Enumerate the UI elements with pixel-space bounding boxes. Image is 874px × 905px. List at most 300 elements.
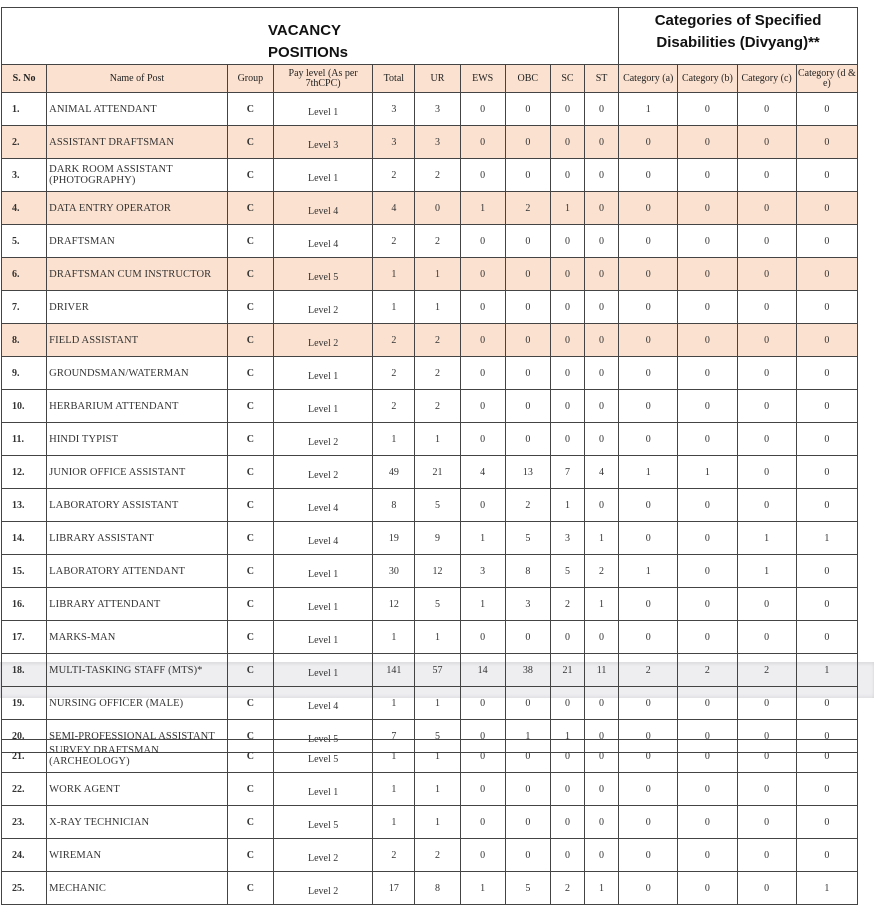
row-total: 1 bbox=[373, 806, 415, 839]
row-sc: 0 bbox=[550, 806, 584, 839]
table-row bbox=[2, 126, 858, 159]
row-pay-level: Level 1 bbox=[273, 93, 372, 126]
row-category-de: 0 bbox=[796, 192, 857, 225]
row-total: 2 bbox=[373, 839, 415, 872]
row-st: 0 bbox=[585, 93, 619, 126]
row-category-b: 0 bbox=[678, 687, 737, 720]
header-st: ST bbox=[585, 65, 619, 93]
row-serial-number: 19. bbox=[2, 687, 47, 720]
row-ur: 1 bbox=[415, 740, 460, 773]
row-category-c: 0 bbox=[737, 258, 796, 291]
row-serial-number: 15. bbox=[2, 555, 47, 588]
row-st: 0 bbox=[585, 390, 619, 423]
row-ur: 2 bbox=[415, 839, 460, 872]
table-row bbox=[2, 654, 858, 687]
row-category-de: 0 bbox=[796, 839, 857, 872]
row-category-a: 0 bbox=[619, 773, 678, 806]
row-pay-level: Level 1 bbox=[273, 357, 372, 390]
table-row bbox=[2, 390, 858, 423]
row-ews: 0 bbox=[460, 806, 505, 839]
row-ur: 1 bbox=[415, 773, 460, 806]
row-category-de: 0 bbox=[796, 126, 857, 159]
row-obc: 0 bbox=[505, 423, 550, 456]
row-st: 1 bbox=[585, 872, 619, 905]
row-group: C bbox=[227, 258, 273, 291]
row-st: 0 bbox=[585, 720, 619, 753]
row-total: 1 bbox=[373, 423, 415, 456]
table-body-page-2 bbox=[2, 740, 858, 905]
row-ews: 0 bbox=[460, 93, 505, 126]
table-row bbox=[2, 555, 858, 588]
row-group: C bbox=[227, 720, 273, 753]
row-post-name: JUNIOR OFFICE ASSISTANT bbox=[47, 456, 228, 489]
row-serial-number: 21. bbox=[2, 740, 47, 773]
row-st: 0 bbox=[585, 687, 619, 720]
row-category-c: 0 bbox=[737, 390, 796, 423]
header-obc: OBC bbox=[505, 65, 550, 93]
vacancy-table-continued bbox=[1, 739, 858, 905]
row-category-de: 0 bbox=[796, 390, 857, 423]
row-group: C bbox=[227, 324, 273, 357]
row-st: 0 bbox=[585, 423, 619, 456]
row-pay-level: Level 4 bbox=[273, 522, 372, 555]
row-sc: 1 bbox=[550, 720, 584, 753]
row-group: C bbox=[227, 621, 273, 654]
row-total: 1 bbox=[373, 291, 415, 324]
row-post-name: HERBARIUM ATTENDANT bbox=[47, 390, 228, 423]
row-category-de: 0 bbox=[796, 806, 857, 839]
row-st: 0 bbox=[585, 806, 619, 839]
row-serial-number: 16. bbox=[2, 588, 47, 621]
row-st: 0 bbox=[585, 357, 619, 390]
table-row bbox=[2, 456, 858, 489]
row-category-a: 1 bbox=[619, 555, 678, 588]
row-sc: 21 bbox=[550, 654, 584, 687]
row-total: 2 bbox=[373, 390, 415, 423]
row-post-name: DARK ROOM ASSISTANT (PHOTOGRAPHY) bbox=[47, 159, 228, 192]
row-group: C bbox=[227, 225, 273, 258]
row-serial-number: 4. bbox=[2, 192, 47, 225]
row-st: 0 bbox=[585, 489, 619, 522]
row-group: C bbox=[227, 93, 273, 126]
row-sc: 0 bbox=[550, 93, 584, 126]
row-total: 30 bbox=[373, 555, 415, 588]
row-pay-level: Level 2 bbox=[273, 872, 372, 905]
table-row bbox=[2, 839, 858, 872]
row-category-c: 0 bbox=[737, 720, 796, 753]
row-post-name: LABORATORY ATTENDANT bbox=[47, 555, 228, 588]
row-pay-level: Level 5 bbox=[273, 806, 372, 839]
row-category-c: 0 bbox=[737, 687, 796, 720]
row-ews: 1 bbox=[460, 872, 505, 905]
row-category-a: 0 bbox=[619, 192, 678, 225]
row-post-name: WORK AGENT bbox=[47, 773, 228, 806]
row-group: C bbox=[227, 773, 273, 806]
row-category-a: 0 bbox=[619, 357, 678, 390]
row-ur: 2 bbox=[415, 390, 460, 423]
row-ur: 9 bbox=[415, 522, 460, 555]
row-st: 0 bbox=[585, 621, 619, 654]
table-row bbox=[2, 687, 858, 720]
row-category-a: 0 bbox=[619, 872, 678, 905]
row-obc: 8 bbox=[505, 555, 550, 588]
table-row bbox=[2, 324, 858, 357]
row-serial-number: 6. bbox=[2, 258, 47, 291]
row-category-b: 0 bbox=[678, 390, 737, 423]
row-total: 2 bbox=[373, 357, 415, 390]
row-category-b: 0 bbox=[678, 357, 737, 390]
row-category-b: 0 bbox=[678, 93, 737, 126]
row-total: 2 bbox=[373, 159, 415, 192]
row-group: C bbox=[227, 192, 273, 225]
table-row bbox=[2, 258, 858, 291]
row-ur: 5 bbox=[415, 720, 460, 753]
row-ews: 0 bbox=[460, 291, 505, 324]
row-category-c: 0 bbox=[737, 93, 796, 126]
row-category-c: 0 bbox=[737, 126, 796, 159]
row-obc: 0 bbox=[505, 687, 550, 720]
row-category-de: 0 bbox=[796, 258, 857, 291]
table-row bbox=[2, 489, 858, 522]
row-sc: 0 bbox=[550, 258, 584, 291]
row-obc: 1 bbox=[505, 720, 550, 753]
table-row bbox=[2, 522, 858, 555]
table-row bbox=[2, 806, 858, 839]
row-category-de: 0 bbox=[796, 489, 857, 522]
row-category-c: 0 bbox=[737, 357, 796, 390]
row-post-name: GROUNDSMAN/WATERMAN bbox=[47, 357, 228, 390]
row-obc: 0 bbox=[505, 740, 550, 773]
row-sc: 0 bbox=[550, 687, 584, 720]
row-total: 1 bbox=[373, 740, 415, 773]
row-pay-level: Level 2 bbox=[273, 423, 372, 456]
row-sc: 7 bbox=[550, 456, 584, 489]
row-obc: 2 bbox=[505, 489, 550, 522]
row-obc: 0 bbox=[505, 806, 550, 839]
row-post-name: FIELD ASSISTANT bbox=[47, 324, 228, 357]
row-obc: 0 bbox=[505, 159, 550, 192]
row-ews: 14 bbox=[460, 654, 505, 687]
row-category-de: 0 bbox=[796, 588, 857, 621]
table-row bbox=[2, 423, 858, 456]
row-category-b: 0 bbox=[678, 872, 737, 905]
table-row bbox=[2, 159, 858, 192]
row-post-name: MARKS-MAN bbox=[47, 621, 228, 654]
table-row bbox=[2, 872, 858, 905]
row-category-de: 0 bbox=[796, 159, 857, 192]
row-post-name: NURSING OFFICER (MALE) bbox=[47, 687, 228, 720]
row-serial-number: 12. bbox=[2, 456, 47, 489]
row-category-de: 1 bbox=[796, 654, 857, 687]
row-category-de: 1 bbox=[796, 872, 857, 905]
row-category-b: 0 bbox=[678, 126, 737, 159]
row-post-name: LIBRARY ASSISTANT bbox=[47, 522, 228, 555]
row-serial-number: 5. bbox=[2, 225, 47, 258]
row-post-name: SEMI-PROFESSIONAL ASSISTANT bbox=[47, 720, 228, 753]
row-post-name: DRAFTSMAN CUM INSTRUCTOR bbox=[47, 258, 228, 291]
row-category-a: 0 bbox=[619, 324, 678, 357]
row-sc: 0 bbox=[550, 291, 584, 324]
row-category-de: 0 bbox=[796, 773, 857, 806]
row-ur: 1 bbox=[415, 291, 460, 324]
row-ews: 0 bbox=[460, 423, 505, 456]
header-category-de: Category (d & e) bbox=[796, 65, 857, 93]
row-ews: 0 bbox=[460, 740, 505, 773]
row-category-de: 0 bbox=[796, 621, 857, 654]
row-serial-number: 14. bbox=[2, 522, 47, 555]
row-group: C bbox=[227, 740, 273, 773]
row-sc: 0 bbox=[550, 159, 584, 192]
row-total: 12 bbox=[373, 588, 415, 621]
disabilities-title-line2: Disabilities (Divyang)** bbox=[656, 34, 820, 51]
row-obc: 0 bbox=[505, 621, 550, 654]
row-pay-level: Level 1 bbox=[273, 390, 372, 423]
vacancy-table bbox=[1, 7, 858, 753]
row-post-name: LIBRARY ATTENDANT bbox=[47, 588, 228, 621]
row-sc: 0 bbox=[550, 225, 584, 258]
row-category-a: 0 bbox=[619, 489, 678, 522]
row-total: 1 bbox=[373, 687, 415, 720]
row-serial-number: 9. bbox=[2, 357, 47, 390]
row-category-c: 0 bbox=[737, 324, 796, 357]
row-ur: 2 bbox=[415, 159, 460, 192]
row-sc: 3 bbox=[550, 522, 584, 555]
row-ews: 0 bbox=[460, 720, 505, 753]
row-st: 4 bbox=[585, 456, 619, 489]
row-pay-level: Level 1 bbox=[273, 555, 372, 588]
table-row bbox=[2, 357, 858, 390]
row-serial-number: 18. bbox=[2, 654, 47, 687]
row-ur: 1 bbox=[415, 258, 460, 291]
row-ur: 1 bbox=[415, 621, 460, 654]
row-category-a: 0 bbox=[619, 390, 678, 423]
row-pay-level: Level 4 bbox=[273, 687, 372, 720]
row-ews: 0 bbox=[460, 357, 505, 390]
row-category-b: 0 bbox=[678, 720, 737, 753]
row-category-b: 0 bbox=[678, 258, 737, 291]
row-group: C bbox=[227, 555, 273, 588]
row-category-a: 0 bbox=[619, 291, 678, 324]
row-group: C bbox=[227, 489, 273, 522]
row-category-a: 0 bbox=[619, 621, 678, 654]
row-sc: 1 bbox=[550, 192, 584, 225]
row-ews: 0 bbox=[460, 489, 505, 522]
row-category-b: 0 bbox=[678, 192, 737, 225]
row-ur: 3 bbox=[415, 93, 460, 126]
row-group: C bbox=[227, 806, 273, 839]
row-ews: 0 bbox=[460, 225, 505, 258]
header-ews: EWS bbox=[460, 65, 505, 93]
row-pay-level: Level 2 bbox=[273, 291, 372, 324]
row-group: C bbox=[227, 654, 273, 687]
row-category-a: 0 bbox=[619, 225, 678, 258]
header-sc: SC bbox=[550, 65, 584, 93]
row-serial-number: 2. bbox=[2, 126, 47, 159]
row-sc: 0 bbox=[550, 740, 584, 773]
row-obc: 0 bbox=[505, 225, 550, 258]
table-title-row bbox=[2, 8, 858, 65]
row-post-name: DATA ENTRY OPERATOR bbox=[47, 192, 228, 225]
row-ews: 0 bbox=[460, 687, 505, 720]
header-category-b: Category (b) bbox=[678, 65, 737, 93]
row-ews: 0 bbox=[460, 839, 505, 872]
row-category-a: 0 bbox=[619, 806, 678, 839]
row-category-b: 0 bbox=[678, 740, 737, 773]
row-category-b: 0 bbox=[678, 839, 737, 872]
row-category-a: 0 bbox=[619, 423, 678, 456]
header-group: Group bbox=[227, 65, 273, 93]
row-obc: 5 bbox=[505, 522, 550, 555]
row-total: 3 bbox=[373, 93, 415, 126]
row-total: 1 bbox=[373, 258, 415, 291]
header-ur: UR bbox=[415, 65, 460, 93]
row-serial-number: 10. bbox=[2, 390, 47, 423]
row-category-de: 0 bbox=[796, 225, 857, 258]
row-total: 7 bbox=[373, 720, 415, 753]
row-serial-number: 25. bbox=[2, 872, 47, 905]
row-sc: 0 bbox=[550, 324, 584, 357]
table-row bbox=[2, 588, 858, 621]
row-category-c: 0 bbox=[737, 159, 796, 192]
row-total: 17 bbox=[373, 872, 415, 905]
row-category-b: 0 bbox=[678, 324, 737, 357]
row-post-name: SURVEY DRAFTSMAN (ARCHEOLOGY) bbox=[47, 740, 228, 773]
row-serial-number: 17. bbox=[2, 621, 47, 654]
row-obc: 0 bbox=[505, 357, 550, 390]
row-serial-number: 13. bbox=[2, 489, 47, 522]
vacancy-positions-title bbox=[2, 8, 619, 65]
row-group: C bbox=[227, 159, 273, 192]
row-sc: 0 bbox=[550, 126, 584, 159]
row-obc: 0 bbox=[505, 839, 550, 872]
row-sc: 0 bbox=[550, 621, 584, 654]
row-obc: 0 bbox=[505, 324, 550, 357]
row-category-b: 1 bbox=[678, 456, 737, 489]
disabilities-title-line1: Categories of Specified bbox=[654, 12, 822, 29]
row-ur: 1 bbox=[415, 687, 460, 720]
row-category-de: 0 bbox=[796, 687, 857, 720]
row-sc: 0 bbox=[550, 357, 584, 390]
row-post-name: HINDI TYPIST bbox=[47, 423, 228, 456]
row-ur: 5 bbox=[415, 588, 460, 621]
row-category-de: 0 bbox=[796, 93, 857, 126]
row-pay-level: Level 4 bbox=[273, 192, 372, 225]
row-category-de: 0 bbox=[796, 555, 857, 588]
row-category-b: 2 bbox=[678, 654, 737, 687]
row-group: C bbox=[227, 687, 273, 720]
row-group: C bbox=[227, 423, 273, 456]
row-obc: 5 bbox=[505, 872, 550, 905]
row-post-name: DRAFTSMAN bbox=[47, 225, 228, 258]
row-obc: 0 bbox=[505, 126, 550, 159]
row-st: 0 bbox=[585, 773, 619, 806]
row-ews: 1 bbox=[460, 522, 505, 555]
row-pay-level: Level 2 bbox=[273, 324, 372, 357]
header-category-c: Category (c) bbox=[737, 65, 796, 93]
row-pay-level: Level 2 bbox=[273, 456, 372, 489]
row-st: 0 bbox=[585, 839, 619, 872]
row-ur: 0 bbox=[415, 192, 460, 225]
row-pay-level: Level 1 bbox=[273, 159, 372, 192]
table-header-row bbox=[2, 65, 858, 93]
row-category-a: 0 bbox=[619, 588, 678, 621]
row-post-name: ASSISTANT DRAFTSMAN bbox=[47, 126, 228, 159]
row-group: C bbox=[227, 390, 273, 423]
vacancy-title-line1: VACANCY bbox=[268, 22, 342, 39]
row-st: 0 bbox=[585, 258, 619, 291]
row-ews: 0 bbox=[460, 773, 505, 806]
row-ur: 2 bbox=[415, 225, 460, 258]
row-st: 1 bbox=[585, 588, 619, 621]
row-ur: 21 bbox=[415, 456, 460, 489]
row-obc: 38 bbox=[505, 654, 550, 687]
row-st: 11 bbox=[585, 654, 619, 687]
row-group: C bbox=[227, 839, 273, 872]
row-category-c: 0 bbox=[737, 423, 796, 456]
row-obc: 0 bbox=[505, 258, 550, 291]
row-category-c: 0 bbox=[737, 192, 796, 225]
row-category-de: 0 bbox=[796, 324, 857, 357]
row-post-name: MECHANIC bbox=[47, 872, 228, 905]
row-obc: 3 bbox=[505, 588, 550, 621]
row-st: 0 bbox=[585, 159, 619, 192]
row-st: 2 bbox=[585, 555, 619, 588]
row-sc: 2 bbox=[550, 872, 584, 905]
row-category-de: 0 bbox=[796, 720, 857, 753]
header-category-a: Category (a) bbox=[619, 65, 678, 93]
row-category-c: 0 bbox=[737, 489, 796, 522]
row-group: C bbox=[227, 456, 273, 489]
row-ur: 12 bbox=[415, 555, 460, 588]
row-category-c: 0 bbox=[737, 773, 796, 806]
table-row bbox=[2, 225, 858, 258]
row-category-c: 2 bbox=[737, 654, 796, 687]
row-category-a: 0 bbox=[619, 720, 678, 753]
row-category-a: 0 bbox=[619, 740, 678, 773]
row-ews: 0 bbox=[460, 126, 505, 159]
row-category-de: 0 bbox=[796, 456, 857, 489]
table-row bbox=[2, 291, 858, 324]
row-total: 2 bbox=[373, 225, 415, 258]
row-ews: 0 bbox=[460, 621, 505, 654]
row-category-b: 0 bbox=[678, 489, 737, 522]
row-category-b: 0 bbox=[678, 555, 737, 588]
row-pay-level: Level 4 bbox=[273, 489, 372, 522]
table-body-page-1 bbox=[2, 93, 858, 753]
vacancy-title-line2: POSITIONs bbox=[268, 44, 349, 61]
row-st: 0 bbox=[585, 291, 619, 324]
row-post-name: LABORATORY ASSISTANT bbox=[47, 489, 228, 522]
row-st: 0 bbox=[585, 740, 619, 773]
row-pay-level: Level 2 bbox=[273, 839, 372, 872]
row-pay-level: Level 4 bbox=[273, 225, 372, 258]
row-ews: 0 bbox=[460, 159, 505, 192]
table-row bbox=[2, 740, 858, 773]
table-row bbox=[2, 192, 858, 225]
row-ews: 4 bbox=[460, 456, 505, 489]
row-category-de: 0 bbox=[796, 740, 857, 773]
row-obc: 0 bbox=[505, 773, 550, 806]
row-st: 0 bbox=[585, 126, 619, 159]
row-post-name: ANIMAL ATTENDANT bbox=[47, 93, 228, 126]
row-category-a: 0 bbox=[619, 687, 678, 720]
row-category-c: 1 bbox=[737, 522, 796, 555]
row-serial-number: 11. bbox=[2, 423, 47, 456]
row-ur: 3 bbox=[415, 126, 460, 159]
row-obc: 0 bbox=[505, 291, 550, 324]
row-st: 1 bbox=[585, 522, 619, 555]
row-sc: 0 bbox=[550, 773, 584, 806]
